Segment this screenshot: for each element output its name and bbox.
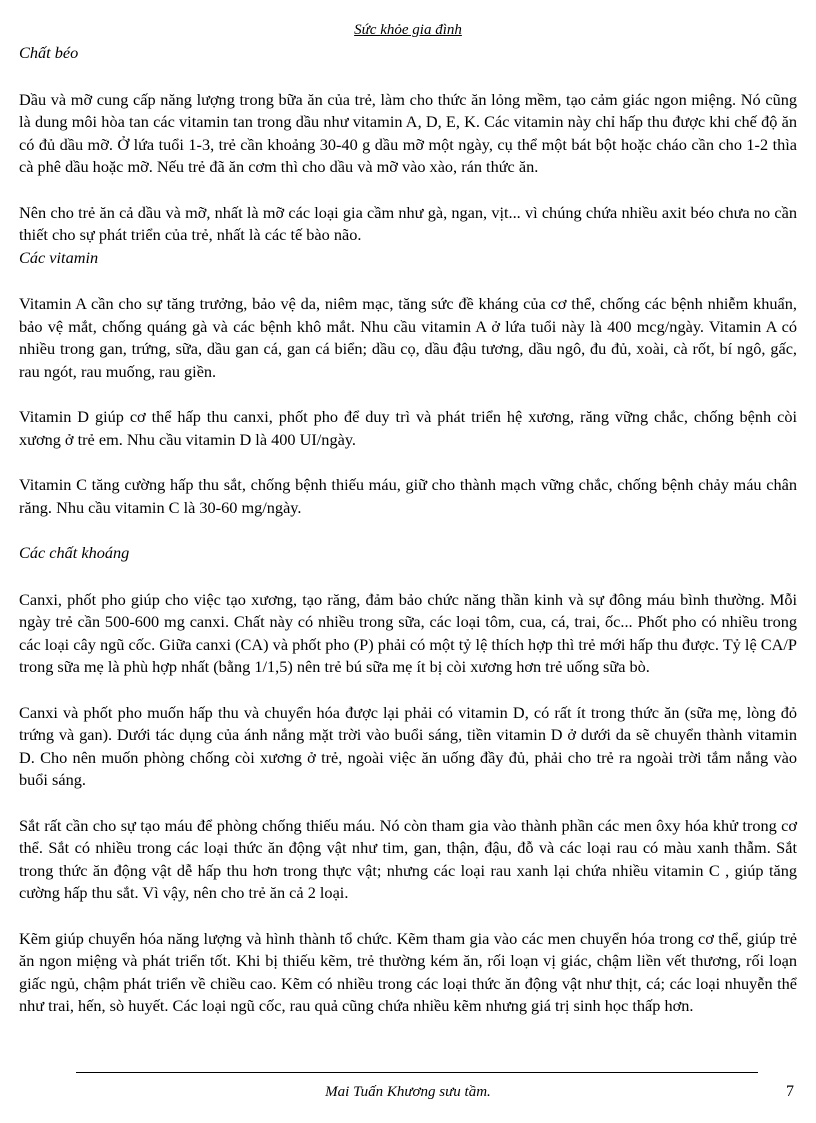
footer-author: Mai Tuấn Khương sưu tầm. <box>325 1084 491 1100</box>
paragraph-zinc: Kẽm giúp chuyển hóa năng lượng và hình thành tổ chức. Kẽm tham gia vào các men chuyển hóa trong cơ thể, giúp trẻ ăn ngon miệng và phát triển tốt. Khi bị thiếu kẽm, trẻ thường kém ăn, rối loạn vị giác, chậm liền vết thương, rối loạn giấc ngủ, chậm phát triển về chiều cao. Kẽm có nhiều trong các loại thức ăn động vật như thịt, cá; các loại nhuyễn thể như trai, hến, sò huyết. Các loại ngũ cốc, rau quả cũng chứa nhiều kẽm nhưng giá trị sinh học thấp hơn. <box>19 928 797 1015</box>
paragraph-fat-1: Dầu và mỡ cung cấp năng lượng trong bữa ăn của trẻ, làm cho thức ăn lỏng mềm, tạo cảm giác ngon miệng. Nó cũng là dung môi hòa tan các vitamin tan trong dầu như vitamin A, D, E, K. Các vitamin này chỉ hấp thu được khi chế độ ăn có đủ dầu mỡ. Ở lứa tuổi 1-3, trẻ cần khoảng 30-40 g dầu mỡ một ngày, cụ thể một bát bột hoặc cháo cần cho 1-2 thìa cà phê dầu hoặc mỡ. Nếu trẻ đã ăn cơm thì cho dầu và mỡ vào xào, rán thức ăn. <box>19 89 797 176</box>
header-title: Sức khỏe gia đình <box>354 22 462 38</box>
paragraph-calcium: Canxi, phốt pho giúp cho việc tạo xương, tạo răng, đảm bảo chức năng thần kinh và sự đông máu bình thường. Mỗi ngày trẻ cần 500-600 mg canxi. Chất này có nhiều trong sữa, các loại tôm, cua, cá, trai, ốc... Phốt pho có nhiều trong các loại cây ngũ cốc. Giữa canxi (CA) và phốt pho (P) phải có một tỷ lệ thích hợp thì trẻ mới hấp thu được. Tỷ lệ CA/P trong sữa mẹ là phù hợp nhất (bằng 1/1,5) nên trẻ bú sữa mẹ ít bị còi xương hơn trẻ uống sữa bò. <box>19 589 797 676</box>
paragraph-iron: Sắt rất cần cho sự tạo máu để phòng chống thiếu máu. Nó còn tham gia vào thành phần các men ôxy hóa khử trong cơ thể. Sắt có nhiều trong các loại thức ăn động vật như tim, gan, thận, đậu, đỗ và các loại rau có màu xanh thẫm. Sắt trong thức ăn động vật dễ hấp thu hơn trong thực vật; nhưng các loại rau xanh lại chứa nhiều vitamin C , giúp tăng cường hấp thu sắt. Vì vậy, nên cho trẻ ăn cả 2 loại. <box>19 815 797 902</box>
paragraph-calcium-phosphorus: Canxi và phốt pho muốn hấp thu và chuyển hóa được lại phải có vitamin D, có rất ít trong thức ăn (sữa mẹ, lòng đỏ trứng và gan). Dưới tác dụng của ánh nắng mặt trời vào buổi sáng, tiền vitamin D ở dưới da sẽ chuyển thành vitamin D. Cho nên muốn phòng chống còi xương ở trẻ, ngoài việc ăn uống đầy đủ, phải cho trẻ ra ngoài trời tắm nắng vào buổi sáng. <box>19 702 797 789</box>
section-heading-fat: Chất béo <box>19 43 79 62</box>
document-body <box>19 42 797 1018</box>
paragraph-vitamin-d: Vitamin D giúp cơ thể hấp thu canxi, phốt pho để duy trì và phát triển hệ xương, răng vững chắc, chống bệnh còi xương ở trẻ em. Nhu cầu vitamin D là 400 UI/ngày. <box>19 407 797 449</box>
paragraph-vitamin-a: Vitamin A cần cho sự tăng trưởng, bảo vệ da, niêm mạc, tăng sức đề kháng của cơ thể, chống các bệnh nhiễm khuẩn, bảo vệ mắt, chống quáng gà và các bệnh khô mắt. Nhu cầu vitamin A ở lứa tuổi này là 400 mcg/ngày. Vitamin A có nhiều trong gan, trứng, sữa, dầu gan cá, gan cá biển; dầu cọ, dầu đậu tương, dầu ngô, đu đủ, xoài, cà rốt, bí ngô, gấc, rau ngót, rau muống, rau giền. <box>19 294 797 381</box>
section-heading-minerals: Các chất khoáng <box>19 543 130 562</box>
section-heading-vitamins: Các vitamin <box>19 247 99 267</box>
paragraph-vitamin-c: Vitamin C tăng cường hấp thu sắt, chống bệnh thiếu máu, giữ cho thành mạch vững chắc, chống bệnh chảy máu chân răng. Nhu cầu vitamin C là 30-60 mg/ngày. <box>19 475 797 517</box>
page-header <box>0 22 816 39</box>
footer-divider <box>76 1072 758 1073</box>
page-number: 7 <box>786 1083 794 1100</box>
paragraph-fat-2: Nên cho trẻ ăn cả dầu và mỡ, nhất là mỡ các loại gia cầm như gà, ngan, vịt... vì chúng chứa nhiều axit béo chưa no cần thiết cho sự phát triển của trẻ, nhất là các tế bào não. <box>19 202 797 244</box>
